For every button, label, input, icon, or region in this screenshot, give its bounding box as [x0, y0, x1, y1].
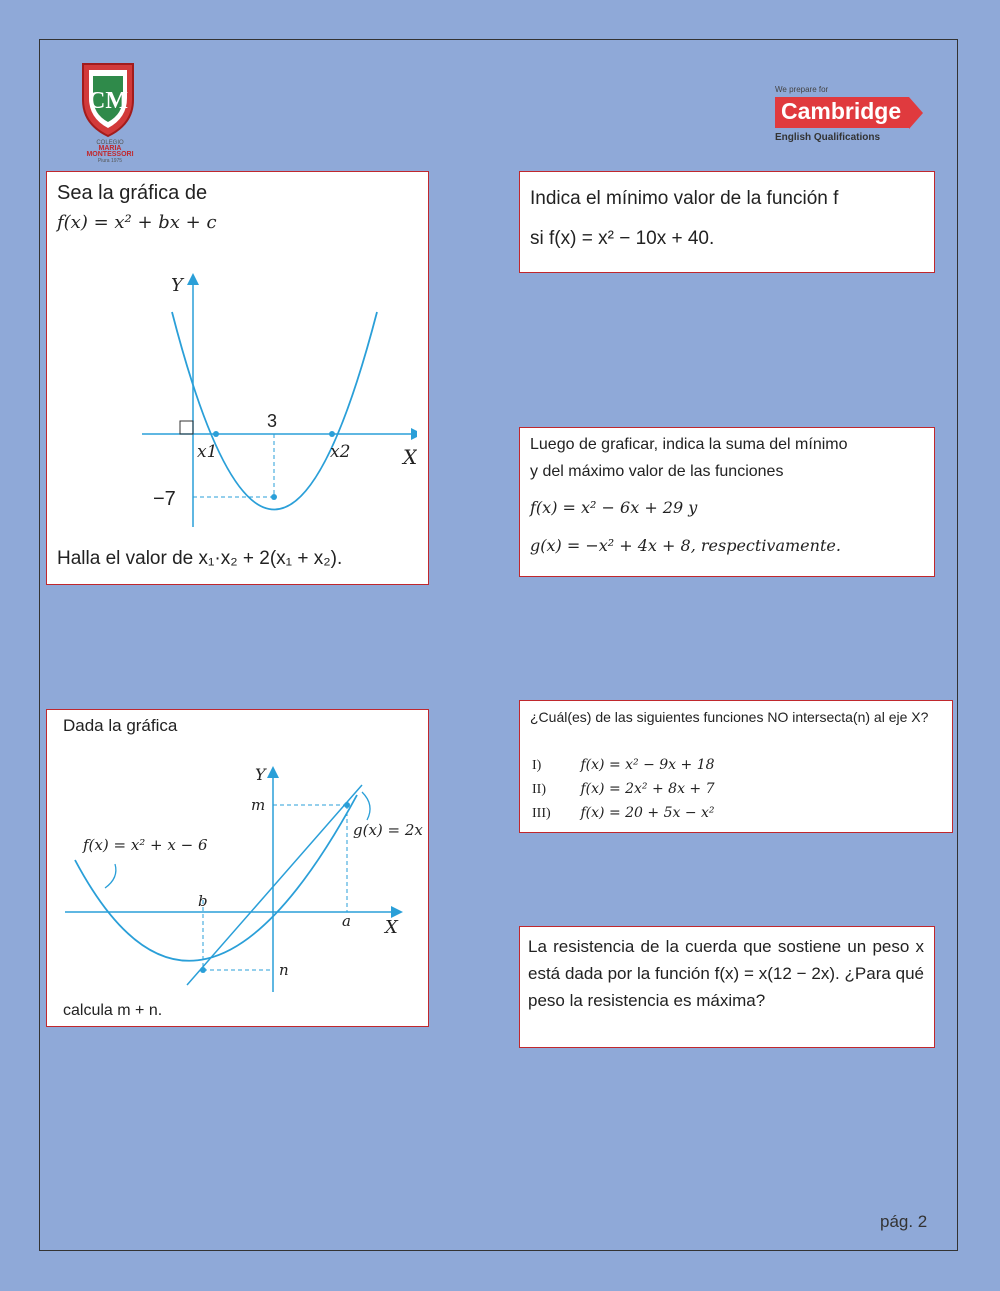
vertex-y-label: −7	[153, 488, 176, 510]
problem-1-card	[46, 171, 429, 585]
intersection-point-b	[200, 967, 206, 973]
root-1-point	[213, 431, 219, 437]
a-label: a	[342, 912, 351, 930]
vertex-point	[271, 494, 277, 500]
problem-2-card	[519, 171, 935, 273]
problem-4-intro: Dada la gráfica	[63, 716, 178, 735]
problem-6-card	[519, 926, 935, 1048]
problem-2-line-1: Indica el mínimo valor de la función f	[530, 188, 839, 209]
x-axis-label: X	[403, 445, 417, 469]
problem-3-card	[519, 427, 935, 577]
problem-1-function: f(x) = x² + bx + c	[57, 212, 217, 233]
f-label: f(x) = x² + x − 6	[83, 836, 208, 854]
line-g	[187, 785, 362, 985]
problem-2-line-2: si f(x) = x² − 10x + 40.	[530, 228, 715, 249]
problem-3-g: g(x) = −x² + 4x + 8, respectivamente.	[530, 536, 841, 555]
problem-5-card	[519, 700, 953, 833]
problem-5-item-2: II) f(x) = 2x² + 8x + 7	[532, 781, 715, 797]
page-number: pág. 2	[880, 1212, 928, 1231]
problem-5-item-1: I) f(x) = x² − 9x + 18	[532, 757, 715, 773]
problem-3-line-1: Luego de graficar, indica la suma del mínimo	[530, 436, 848, 453]
problem-1-graph	[127, 267, 417, 537]
cambridge-logo: We prepare for Cambridge English Qualifications	[775, 85, 935, 160]
svg-text:Piura 1975: Piura 1975	[97, 158, 123, 162]
y-axis-label: Y	[171, 275, 183, 296]
b-label: b	[198, 892, 208, 910]
m-label: m	[251, 796, 266, 814]
n-label: n	[279, 961, 289, 979]
svg-text:COLEGIO: COLEGIO	[96, 140, 124, 146]
svg-text:MONTESSORI: MONTESSORI	[86, 151, 134, 158]
problem-3-line-2: y del máximo valor de las funciones	[530, 463, 784, 480]
school-logo	[75, 62, 145, 162]
problem-1-intro: Sea la gráfica de	[57, 182, 208, 204]
problem-4-card	[46, 709, 429, 1027]
svg-text:CM: CM	[88, 88, 128, 114]
svg-text:MARIA: MARIA	[98, 145, 122, 152]
problem-6-text: La resistencia de la cuerda que sostiene un peso x está dada por la función f(x) = x(12 − 2x). ¿Para qué peso la resistencia es máxima?	[528, 937, 924, 1010]
root-2-point	[329, 431, 335, 437]
problem-5-question: ¿Cuál(es) de las siguientes funciones NO intersecta(n) al eje X?	[530, 709, 929, 725]
vertex-x-label: 3	[267, 411, 278, 431]
problem-5-item-3: III) f(x) = 20 + 5x − x²	[532, 805, 715, 821]
root-1-label: x1	[197, 442, 218, 462]
root-2-label: x2	[330, 442, 351, 462]
y-axis-label: Y	[255, 765, 266, 784]
x-axis-label: X	[385, 917, 398, 938]
parabola-f	[75, 795, 357, 961]
problem-3-f: f(x) = x² − 6x + 29 y	[530, 498, 698, 517]
problem-4-question: calcula m + n.	[63, 1002, 163, 1019]
g-label: g(x) = 2x	[353, 821, 423, 839]
intersection-point-a	[344, 802, 350, 808]
problem-4-graph	[57, 760, 427, 1005]
problem-1-question: Halla el valor de x₁·x₂ + 2(x₁ + x₂).	[57, 548, 343, 569]
